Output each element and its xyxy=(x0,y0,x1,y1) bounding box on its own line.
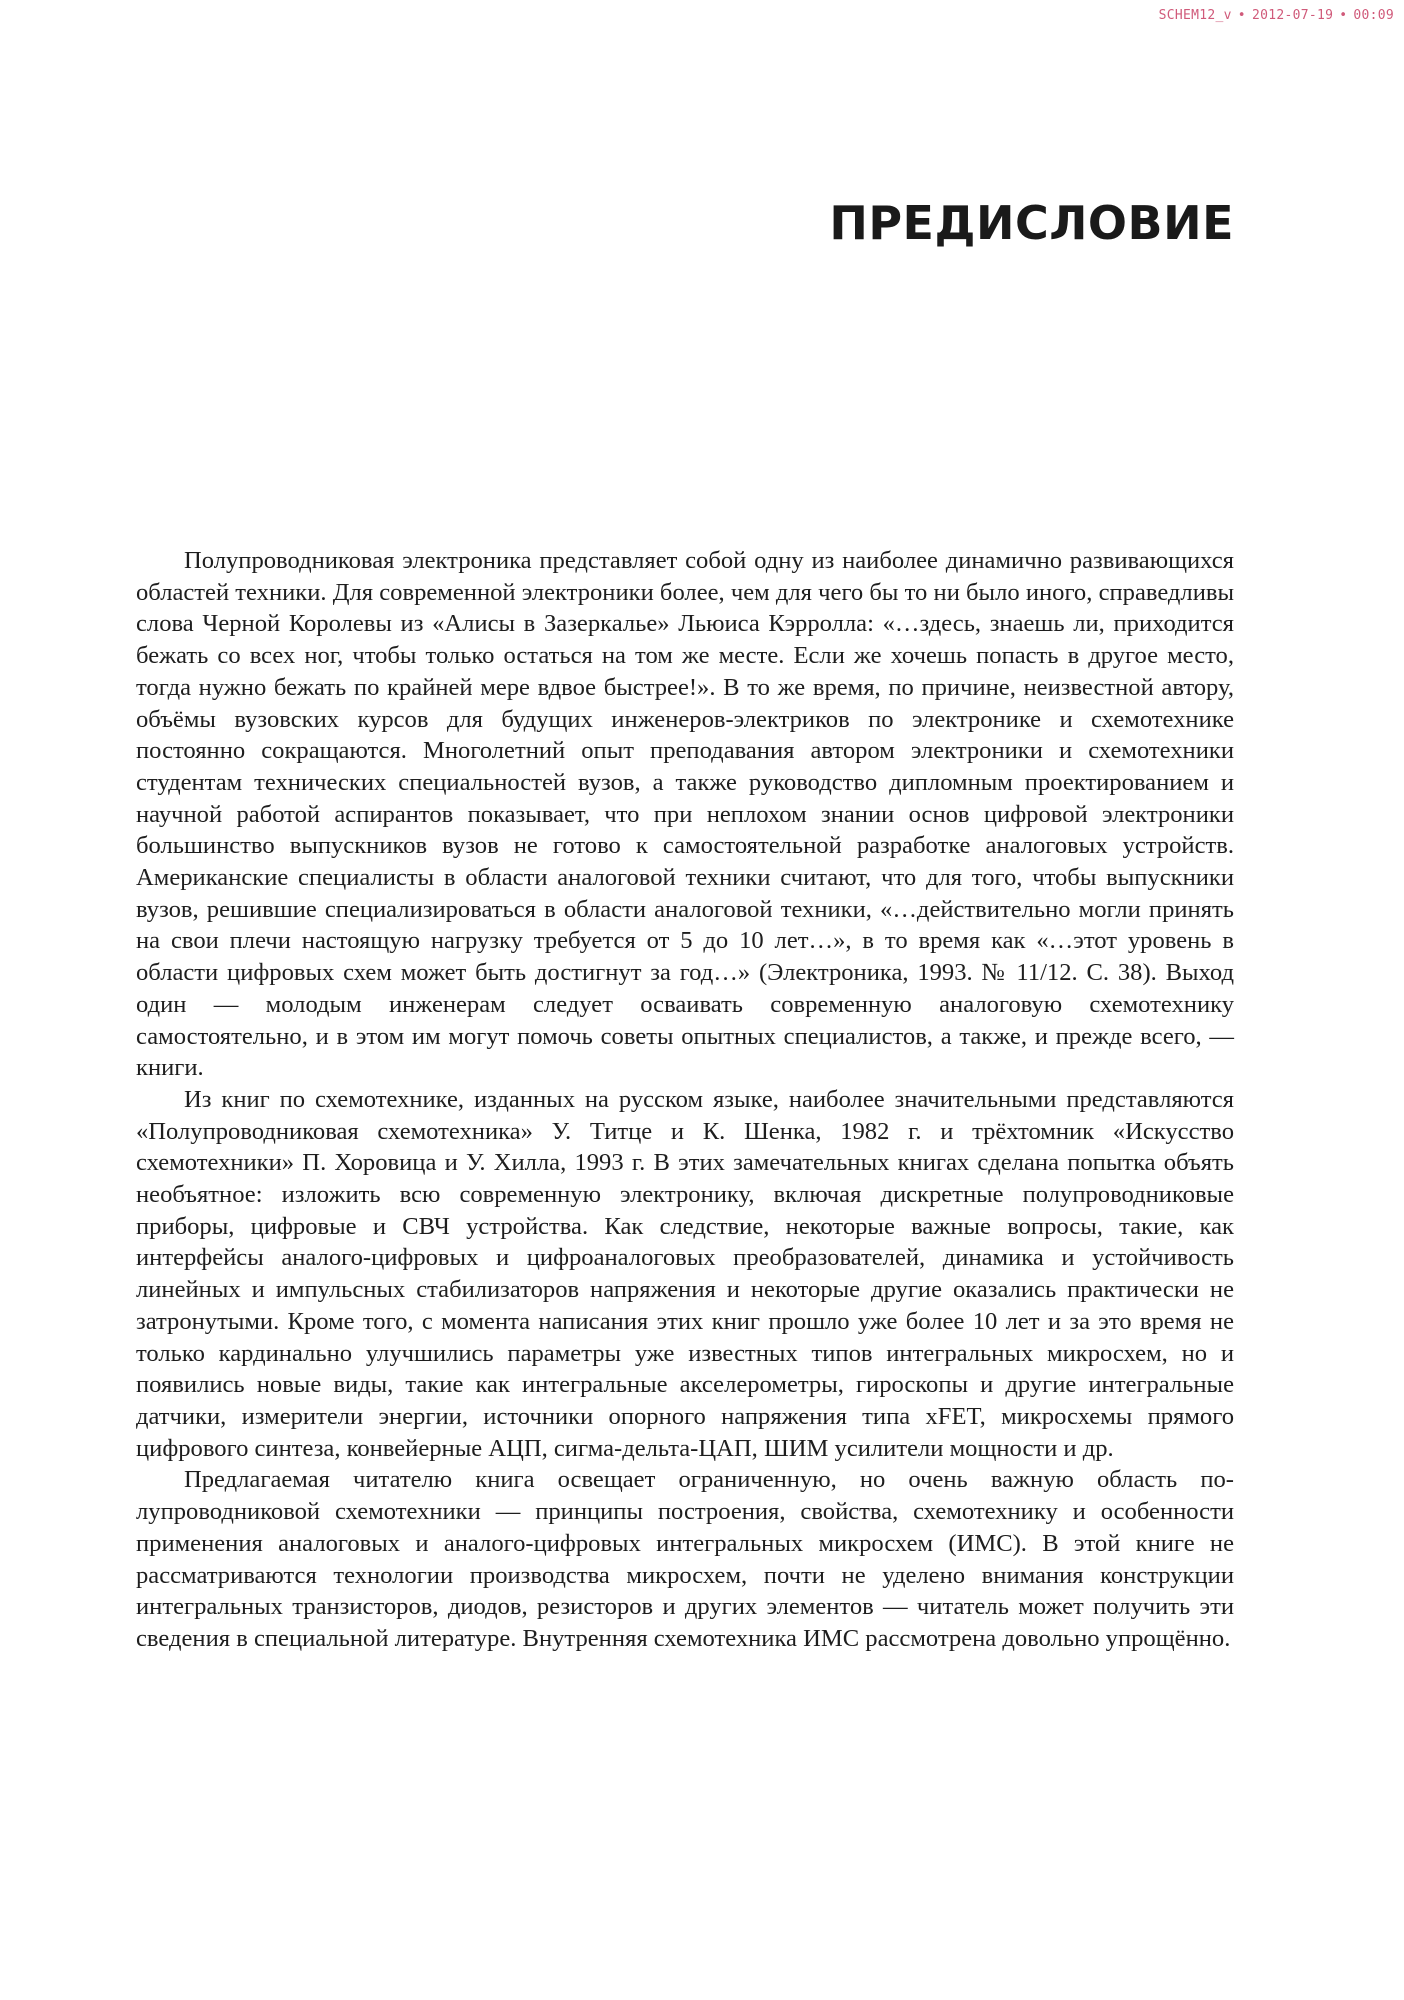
body-text xyxy=(136,545,1234,1655)
paragraph: Из книг по схемотехнике, изданных на русском языке, наиболее значительными представляются «Полупроводниковая схемотехника» У. Титце и К. Шенка, 1982 г. и трёхтомник «Искусство схемотехники» П. Хоровица и У. Хилла, 1993 г. В этих замечательных книгах сделана попытка объять необъятное: изложить всю современную электронику, включая дискретные полупроводниковые приборы, цифровые и СВЧ устройства. Как следствие, некоторые важные вопросы, такие, как интерфейсы аналого-цифровых и цифроаналоговых преобразователей, динамика и устойчивость линейных и импульсных стабилизаторов напряжения и некоторые другие оказались практически не затронутыми. Кроме того, с момента написания этих книг прошло уже более 10 лет и за это время не только кардинально улучшились параметры уже известных типов интегральных микросхем, но и появились новые виды, такие как интегральные акселерометры, гироскопы и другие интегральные датчики, измерители энергии, источники опорного напряжения типа xFET, микросхемы прямого цифрового синтеза, конвейерные АЦП, сигма-дельта-ЦАП, ШИМ усилители мощности и др. xyxy=(136,1085,1234,1462)
page-title: ПРЕДИСЛОВИЕ xyxy=(829,196,1234,250)
print-date: 2012-07-19 xyxy=(1251,8,1334,23)
print-time: 00:09 xyxy=(1353,8,1394,23)
paragraph: Полупроводниковая электроника представляет собой одну из наиболее динамично развивающихся областей техники. Для современной электроники более, чем для чего бы то ни было иного, справедливы слова Черной Королевы из «Алисы в Зазеркалье» Льюиса Кэрролла: «…здесь, знаешь ли, приходится бежать со всех ног, чтобы только остаться на том же месте. Если же хочешь попасть в другое место, тогда нужно бежать по крайней мере вдвое быстрее!». В то же время, по причине, неизвестной автору, объёмы вузовских курсов для будущих инженеров-электриков по электронике и схемотехнике постоянно сокращаются. Многолетний опыт преподавания автором электроники и схемотехники студентам технических специальностей вузов, а также руководство дипломным проектированием и научной работой аспирантов показывает, что при неплохом знании основ цифровой электроники большинство выпускников вузов не готово к самостоятельной разработке аналоговых устройств. Американские специалисты в области аналоговой техники считают, что для того, чтобы выпускники вузов, решившие специализироваться в области аналоговой техники, «…действительно могли принять на свои плечи настоящую нагрузку требуется от 5 до 10 лет…», в то время как «…этот уровень в области цифровых схем может быть достигнут за год…» (Электроника, 1993. № 11/12. С. 38). Выход один — молодым инженерам следует осваивать современную аналоговую схемотехнику самостоятельно, и в этом им могут помочь советы опытных специалистов, а также, и прежде всего, — книги. xyxy=(136,547,1234,1082)
print-header-mark xyxy=(1159,8,1394,23)
paragraph: Предлагаемая читателю книга освещает ограниченную, но очень важную область полупроводниковой схемотехники — принципы построения, свойства, схемотехнику и особенности применения аналоговых и аналого-цифровых интегральных микросхем (ИМС). В этой книге не рассматриваются технологии производства микросхем, почти не уделено внимания конструкции интегральных транзисторов, диодов, резисторов и других элементов — читатель может получить эти сведения в специальной литературе. Внутренняя схемотехника ИМС рассмотрена довольно упрощённо. xyxy=(136,1466,1234,1652)
separator: • xyxy=(1237,8,1246,23)
separator: • xyxy=(1339,8,1348,23)
doc-id: SCHEM12_v xyxy=(1158,8,1232,23)
